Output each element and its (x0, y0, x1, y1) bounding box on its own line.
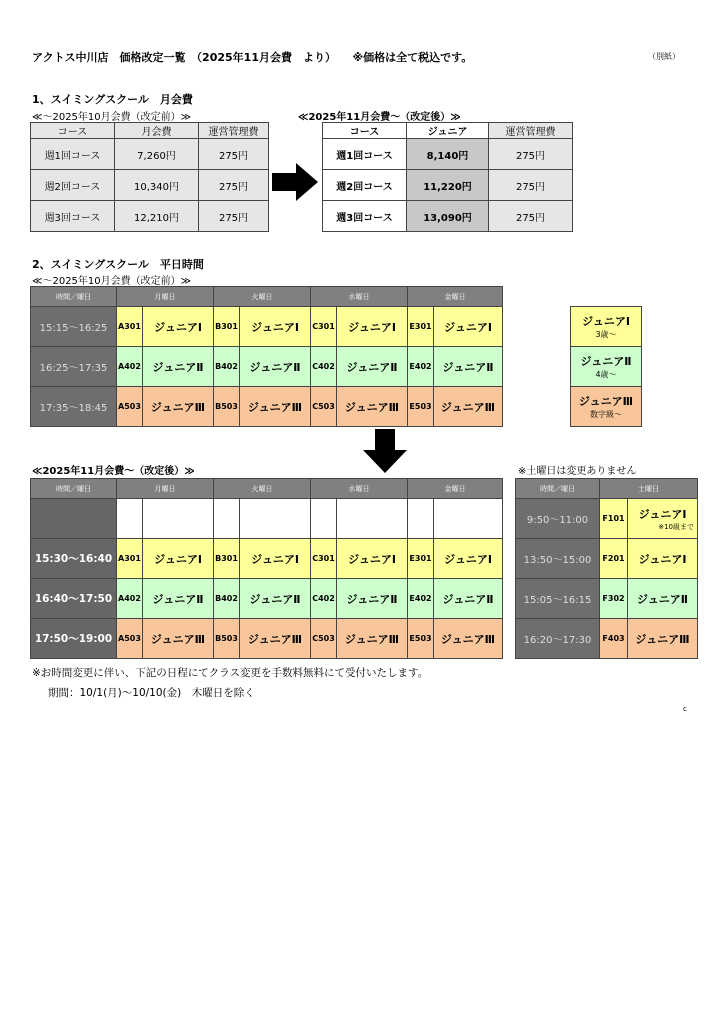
table-header: 運営管理費 (489, 123, 573, 139)
class-code: B301 (214, 539, 240, 579)
schedule-before (30, 286, 503, 427)
class-name: ジュニアⅡ (143, 347, 214, 387)
fee-cell: 13,090円 (407, 201, 489, 232)
class-code: F201 (600, 539, 628, 579)
fee-cell: 8,140円 (407, 139, 489, 170)
table-header: 土曜日 (600, 479, 698, 499)
table-header: 金曜日 (408, 287, 503, 307)
time-cell: 15:05～16:15 (516, 579, 600, 619)
class-name: ジュニアⅡ (143, 579, 214, 619)
legend-name: ジュニアⅢ (578, 395, 634, 408)
class-code: C402 (311, 347, 337, 387)
class-code: A503 (117, 387, 143, 427)
schedule-after (30, 478, 503, 659)
footer-period: 期間：10/1(月)～10/10(金) 木曜日を除く (48, 687, 255, 699)
course-cell: 週3回コース (323, 201, 407, 232)
table-row (516, 499, 698, 539)
class-name: ジュニアⅢ (143, 387, 214, 427)
class-code: A301 (117, 307, 143, 347)
section2-before-caption: ≪～2025年10月会費（改定前）≫ (32, 276, 192, 287)
class-name: ジュニアⅠ (337, 539, 408, 579)
table-row (516, 579, 698, 619)
table-header: 月曜日 (117, 287, 214, 307)
empty-cell (143, 499, 214, 539)
table-header: コース (323, 123, 407, 139)
time-cell: 17:50～19:00 (31, 619, 117, 659)
legend-name: ジュニアⅡ (580, 355, 632, 368)
empty-cell (117, 499, 143, 539)
empty-cell (434, 499, 503, 539)
class-code: C503 (311, 619, 337, 659)
course-cell: 週1回コース (31, 139, 115, 170)
legend-age: 3歳～ (595, 330, 617, 339)
legend-age: 4歳～ (595, 370, 617, 379)
class-name: ジュニアⅠ (143, 307, 214, 347)
section2-after-caption: ≪2025年11月会費～（改定後）≫ (32, 466, 195, 477)
class-code: C301 (311, 307, 337, 347)
time-cell: 15:30～16:40 (31, 539, 117, 579)
right-arrow-icon (270, 162, 320, 202)
class-code: B301 (214, 307, 240, 347)
table-header: 時間／曜日 (31, 479, 117, 499)
course-cell: 週3回コース (31, 201, 115, 232)
class-name-cell (628, 499, 698, 539)
class-name: ジュニアⅠ (143, 539, 214, 579)
legend-item-junior-2 (571, 347, 642, 387)
admin-fee-cell: 275円 (199, 201, 269, 232)
class-code: C301 (311, 539, 337, 579)
table-row (31, 347, 503, 387)
table-header: 水曜日 (311, 479, 408, 499)
class-code: F302 (600, 579, 628, 619)
class-name: ジュニアⅢ (628, 619, 698, 659)
time-cell: 17:35～18:45 (31, 387, 117, 427)
class-code: B503 (214, 619, 240, 659)
section1-before-caption: ≪～2025年10月会費（改定前）≫ (32, 112, 192, 123)
table-header: 水曜日 (311, 287, 408, 307)
class-name: ジュニアⅠ (240, 539, 311, 579)
course-cell: 週2回コース (323, 170, 407, 201)
table-header: 時間／曜日 (31, 287, 117, 307)
table-row (516, 539, 698, 579)
class-name: ジュニアⅢ (337, 619, 408, 659)
fee-table-after (322, 122, 573, 232)
class-code: E503 (408, 619, 434, 659)
table-header: 運営管理費 (199, 123, 269, 139)
class-code: A301 (117, 539, 143, 579)
empty-cell (311, 499, 337, 539)
table-row (31, 307, 503, 347)
table-header: 火曜日 (214, 287, 311, 307)
class-name: ジュニアⅠ (434, 539, 503, 579)
class-name: ジュニアⅡ (240, 347, 311, 387)
time-cell: 9:50～11:00 (516, 499, 600, 539)
class-code: F403 (600, 619, 628, 659)
class-name: ジュニアⅢ (143, 619, 214, 659)
time-cell: 16:40～17:50 (31, 579, 117, 619)
class-code: E402 (408, 347, 434, 387)
table-row (516, 619, 698, 659)
class-name: ジュニアⅢ (434, 387, 503, 427)
table-header: 火曜日 (214, 479, 311, 499)
class-code: B402 (214, 347, 240, 387)
footer-note: ※お時間変更に伴い、下記の日程にてクラス変更を手数料無料にて受付いたします。 (32, 667, 429, 679)
class-note: ※10級まで (658, 522, 694, 531)
class-code: A402 (117, 579, 143, 619)
table-header: ジュニア (407, 123, 489, 139)
class-name: ジュニアⅢ (434, 619, 503, 659)
class-code: E301 (408, 307, 434, 347)
class-code: E402 (408, 579, 434, 619)
schedule-saturday (515, 478, 698, 659)
class-name: ジュニアⅡ (434, 347, 503, 387)
table-header: 月曜日 (117, 479, 214, 499)
course-cell: 週2回コース (31, 170, 115, 201)
class-code: A402 (117, 347, 143, 387)
class-name: ジュニアⅡ (337, 579, 408, 619)
course-cell: 週1回コース (323, 139, 407, 170)
time-cell: 16:20～17:30 (516, 619, 600, 659)
table-header: 月会費 (115, 123, 199, 139)
class-code: F101 (600, 499, 628, 539)
empty-cell (337, 499, 408, 539)
class-code: B402 (214, 579, 240, 619)
fee-table-before (30, 122, 269, 232)
footer-mark: c (683, 705, 687, 713)
class-code: E503 (408, 387, 434, 427)
class-name: ジュニアⅢ (240, 387, 311, 427)
class-name: ジュニアⅠ (337, 307, 408, 347)
down-arrow-icon (362, 428, 408, 474)
class-name: ジュニアⅡ (240, 579, 311, 619)
section1-after-caption: ≪2025年11月会費～（改定後）≫ (298, 112, 461, 123)
empty-cell (214, 499, 240, 539)
table-header: 時間／曜日 (516, 479, 600, 499)
table-row (31, 579, 503, 619)
table-header: コース (31, 123, 115, 139)
class-name: ジュニアⅠ (434, 307, 503, 347)
class-name: ジュニアⅠ (628, 539, 698, 579)
time-cell: 13:50～15:00 (516, 539, 600, 579)
time-cell: 15:15～16:25 (31, 307, 117, 347)
table-header: 金曜日 (408, 479, 503, 499)
class-name: ジュニアⅡ (628, 579, 698, 619)
table-row (31, 387, 503, 427)
class-name: ジュニアⅢ (337, 387, 408, 427)
admin-fee-cell: 275円 (489, 170, 573, 201)
fee-cell: 7,260円 (115, 139, 199, 170)
legend-item-junior-1 (571, 307, 642, 347)
class-code: E301 (408, 539, 434, 579)
class-legend (570, 306, 642, 427)
class-code: A503 (117, 619, 143, 659)
table-row-empty (31, 499, 503, 539)
class-code: C503 (311, 387, 337, 427)
page-title: アクトス中川店 価格改定一覧 （2025年11月会費 より） ※価格は全て税込です。 (32, 51, 473, 64)
section2-title: 2、スイミングスクール 平日時間 (32, 258, 204, 271)
fee-cell: 12,210円 (115, 201, 199, 232)
admin-fee-cell: 275円 (489, 201, 573, 232)
class-name: ジュニアⅡ (337, 347, 408, 387)
saturday-note: ※土曜日は変更ありません (518, 466, 637, 477)
class-code: C402 (311, 579, 337, 619)
legend-age: 数字級～ (590, 410, 622, 419)
class-code: B503 (214, 387, 240, 427)
table-row (31, 539, 503, 579)
admin-fee-cell: 275円 (489, 139, 573, 170)
annex-note: （別紙） (648, 52, 680, 61)
admin-fee-cell: 275円 (199, 170, 269, 201)
legend-item-junior-3 (571, 387, 642, 427)
class-name: ジュニアⅠ (638, 507, 687, 521)
class-name: ジュニアⅢ (240, 619, 311, 659)
empty-cell (408, 499, 434, 539)
empty-cell (240, 499, 311, 539)
time-cell-empty (31, 499, 117, 539)
time-cell: 16:25～17:35 (31, 347, 117, 387)
fee-cell: 10,340円 (115, 170, 199, 201)
class-name: ジュニアⅠ (240, 307, 311, 347)
admin-fee-cell: 275円 (199, 139, 269, 170)
class-name: ジュニアⅡ (434, 579, 503, 619)
section1-title: 1、スイミングスクール 月会費 (32, 93, 193, 106)
fee-cell: 11,220円 (407, 170, 489, 201)
table-row (31, 619, 503, 659)
legend-name: ジュニアⅠ (582, 315, 630, 328)
